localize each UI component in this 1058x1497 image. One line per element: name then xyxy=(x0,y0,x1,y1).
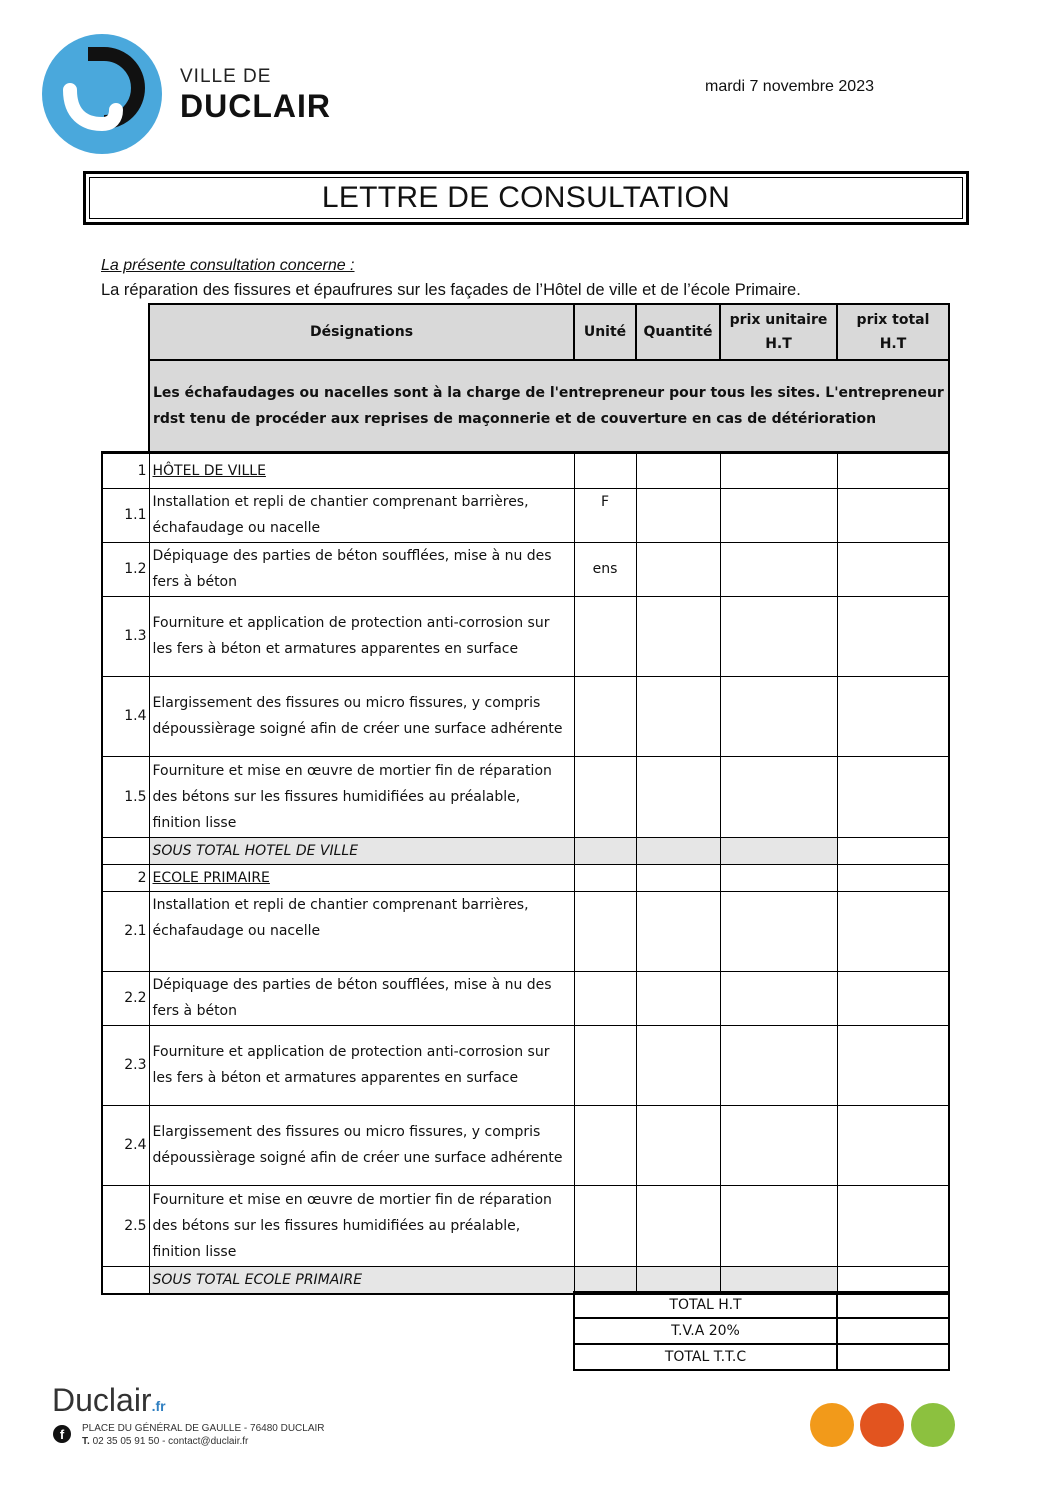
row-number: 2.4 xyxy=(102,1105,149,1185)
apple-badge-icon xyxy=(810,1403,854,1447)
row-number: 1.4 xyxy=(102,676,149,756)
section-title: HÔTEL DE VILLE xyxy=(149,452,574,488)
row-designation: Fourniture et application de protection anti-corrosion sur les fers à béton et armatures apparentes en surface xyxy=(149,1025,574,1105)
table-row xyxy=(102,971,949,1025)
row-unit xyxy=(574,1025,636,1105)
intro-description: La réparation des fissures et épaufrures sur les façades de l’Hôtel de ville et de l’école Primaire. xyxy=(101,281,801,299)
intro-label: La présente consultation concerne : xyxy=(101,257,355,274)
footer-logo-text: Duclair xyxy=(52,1382,152,1418)
row-unit xyxy=(574,756,636,837)
tva-label: T.V.A 20% xyxy=(574,1318,837,1344)
row-designation: Dépiquage des parties de béton soufflées, mise à nu des fers à béton xyxy=(149,542,574,596)
total-ttc-row xyxy=(574,1344,949,1370)
table-header-row xyxy=(102,304,949,360)
table-row xyxy=(102,488,949,542)
logo-small-text: VILLE DE xyxy=(180,66,272,87)
header-prix-unitaire: prix unitaire H.T xyxy=(720,304,837,360)
row-number: 1.3 xyxy=(102,596,149,676)
page-title: LETTRE DE CONSULTATION xyxy=(89,177,963,219)
fox-badge-icon xyxy=(860,1403,904,1447)
row-number: 1.2 xyxy=(102,542,149,596)
footer-logo-suffix: .fr xyxy=(151,1398,166,1414)
section-title: ECOLE PRIMAIRE xyxy=(149,864,574,891)
row-designation: Dépiquage des parties de béton soufflées, mise à nu des fers à béton xyxy=(149,971,574,1025)
row-designation: Installation et repli de chantier comprenant barrières, échafaudage ou nacelle xyxy=(149,891,574,971)
table-row xyxy=(102,542,949,596)
document-date: mardi 7 novembre 2023 xyxy=(705,78,874,95)
table-row xyxy=(102,1025,949,1105)
table-row xyxy=(102,756,949,837)
row-designation: Installation et repli de chantier comprenant barrières, échafaudage ou nacelle xyxy=(149,488,574,542)
row-unit xyxy=(574,1185,636,1266)
subtotal-label: SOUS TOTAL ECOLE PRIMAIRE xyxy=(149,1266,574,1294)
row-unit xyxy=(574,1105,636,1185)
footer-phone-prefix: T. xyxy=(82,1436,90,1447)
row-designation: Elargissement des fissures ou micro fissures, y compris dépoussièrage soigné afin de créer une surface adhérente xyxy=(149,1105,574,1185)
fish-badge-icon xyxy=(911,1403,955,1447)
section-row xyxy=(102,864,949,891)
row-number: 2.2 xyxy=(102,971,149,1025)
table-row xyxy=(102,676,949,756)
row-designation: Fourniture et mise en œuvre de mortier fin de réparation des bétons sur les fissures humidifiées au préalable, finition lisse xyxy=(149,756,574,837)
row-designation: Fourniture et mise en œuvre de mortier fin de réparation des bétons sur les fissures humidifiées au préalable, finition lisse xyxy=(149,1185,574,1266)
quote-table xyxy=(101,303,950,1295)
row-unit: ens xyxy=(574,542,636,596)
section-number: 2 xyxy=(102,864,149,891)
header-unite: Unité xyxy=(574,304,636,360)
note-text: Les échafaudages ou nacelles sont à la charge de l'entrepreneur pour tous les sites. L'entrepreneur rdst tenu de procéder aux reprises de maçonnerie et de couverture en cas de détérioration xyxy=(149,360,949,452)
total-ttc-label: TOTAL T.T.C xyxy=(574,1344,837,1370)
subtotal-row xyxy=(102,837,949,864)
footer-contact: 02 35 05 91 50 - contact@duclair.fr xyxy=(92,1436,249,1447)
tva-row xyxy=(574,1318,949,1344)
subtotal-row xyxy=(102,1266,949,1294)
title-box xyxy=(83,171,969,225)
header-prix-total: prix total H.T xyxy=(837,304,949,360)
row-number: 2.1 xyxy=(102,891,149,971)
note-row xyxy=(102,360,949,452)
logo-big-text: DUCLAIR xyxy=(180,88,331,124)
row-number: 2.5 xyxy=(102,1185,149,1266)
table-row xyxy=(102,1105,949,1185)
label-badges xyxy=(810,1403,957,1452)
table-row xyxy=(102,891,949,971)
section-number: 1 xyxy=(102,452,149,488)
city-logo xyxy=(40,32,360,157)
table-row xyxy=(102,1185,949,1266)
total-ht-label: TOTAL H.T xyxy=(574,1292,837,1318)
row-number: 1.1 xyxy=(102,488,149,542)
row-unit xyxy=(574,676,636,756)
totals-table xyxy=(573,1291,950,1371)
row-number: 1.5 xyxy=(102,756,149,837)
row-unit: F xyxy=(574,488,636,542)
row-unit xyxy=(574,596,636,676)
row-number: 2.3 xyxy=(102,1025,149,1105)
duclair-logo-icon xyxy=(40,32,165,157)
header-designation: Désignations xyxy=(149,304,574,360)
row-unit xyxy=(574,891,636,971)
table-row xyxy=(102,596,949,676)
header-quantite: Quantité xyxy=(636,304,720,360)
total-ht-row xyxy=(574,1292,949,1318)
row-designation: Fourniture et application de protection anti-corrosion sur les fers à béton et armatures apparentes en surface xyxy=(149,596,574,676)
section-row xyxy=(102,452,949,488)
row-designation: Elargissement des fissures ou micro fissures, y compris dépoussièrage soigné afin de créer une surface adhérente xyxy=(149,676,574,756)
facebook-icon[interactable]: f xyxy=(53,1425,71,1443)
subtotal-label: SOUS TOTAL HOTEL DE VILLE xyxy=(149,837,574,864)
footer-address: PLACE DU GÉNÉRAL DE GAULLE - 76480 DUCLAIR xyxy=(82,1423,325,1434)
footer-logo xyxy=(52,1382,166,1419)
footer-address-block xyxy=(82,1422,325,1448)
row-unit xyxy=(574,971,636,1025)
